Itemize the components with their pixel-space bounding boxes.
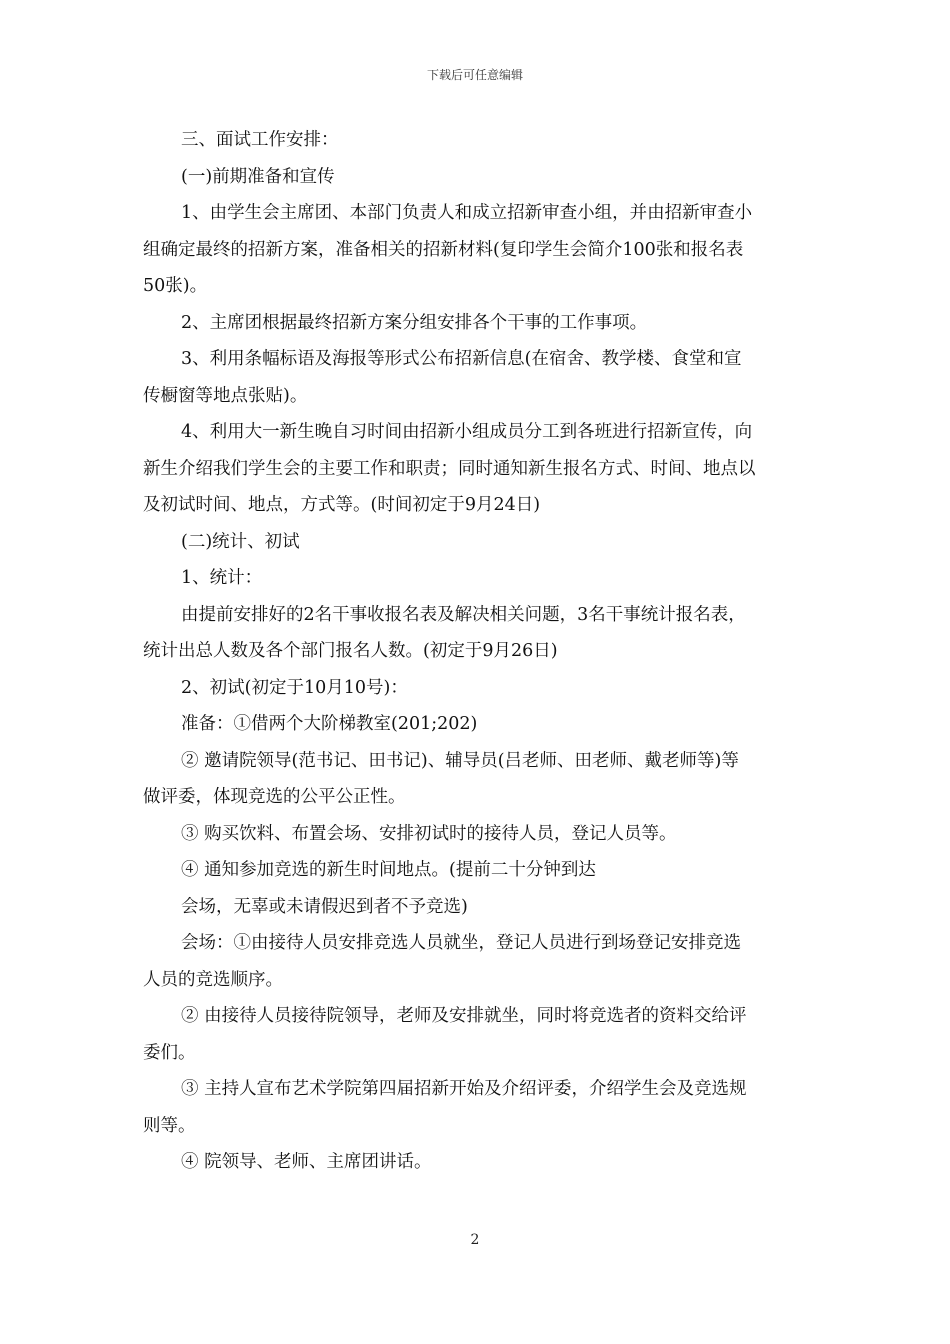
paragraph-line: 1、由学生会主席团、本部门负责人和成立招新审查小组，并由招新审查小 bbox=[181, 203, 753, 223]
paragraph-line: ② 邀请院领导(范书记、田书记)、辅导员(吕老师、田老师、戴老师等)等 bbox=[181, 750, 739, 771]
paragraph-line: ③ 主持人宣布艺术学院第四届招新开始及介绍评委，介绍学生会及竞选规 bbox=[181, 1079, 747, 1099]
paragraph-line: 及初试时间、地点，方式等。(时间初定于9月24日) bbox=[143, 495, 541, 515]
paragraph-line: 2、初试(初定于10月10号)： bbox=[181, 677, 408, 698]
paragraph-line: 3、利用条幅标语及海报等形式公布招新信息(在宿舍、教学楼、食堂和宣 bbox=[181, 349, 742, 369]
paragraph-line: 人员的竞选顺序。 bbox=[143, 969, 283, 990]
paragraph-line: ④ 通知参加竞选的新生时间地点。(提前二十分钟到达 bbox=[181, 860, 596, 880]
paragraph-line: 准备：①借两个大阶梯教室(201;202) bbox=[181, 714, 478, 734]
page-number: 2 bbox=[470, 1232, 480, 1248]
paragraph-line: 三、面试工作安排： bbox=[181, 130, 339, 150]
paragraph-line: 组确定最终的招新方案，准备相关的招新材料(复印学生会简介100张和报名表 bbox=[143, 239, 744, 260]
document-body bbox=[143, 122, 807, 1181]
paragraph-line: ③ 购买饮料、布置会场、安排初试时的接待人员，登记人员等。 bbox=[181, 823, 677, 844]
paragraph-line: ② 由接待人员接待院领导，老师及安排就坐，同时将竞选者的资料交给评 bbox=[181, 1006, 747, 1026]
paragraph-line: 则等。 bbox=[143, 1115, 196, 1136]
paragraph-line: ④ 院领导、老师、主席团讲话。 bbox=[181, 1152, 432, 1172]
page-header: 下载后可任意编辑 bbox=[426, 68, 523, 82]
paragraph-line: 4、利用大一新生晚自习时间由招新小组成员分工到各班进行招新宣传，向 bbox=[181, 422, 753, 442]
paragraph-line: 新生介绍我们学生会的主要工作和职责；同时通知新生报名方式、时间、地点以 bbox=[143, 458, 756, 479]
paragraph-line: (一)前期准备和宣传 bbox=[181, 166, 335, 187]
paragraph-line: 委们。 bbox=[143, 1042, 196, 1063]
paragraph-line: 50张)。 bbox=[143, 276, 208, 296]
paragraph-line: 统计出总人数及各个部门报名人数。(初定于9月26日) bbox=[143, 641, 558, 661]
paragraph-line: 传橱窗等地点张贴)。 bbox=[143, 385, 308, 406]
paragraph-line: 会场，无辜或未请假迟到者不予竞选) bbox=[181, 896, 468, 917]
paragraph-line: 由提前安排好的2名干事收报名表及解决相关问题，3名干事统计报名表， bbox=[181, 604, 746, 625]
paragraph-line: (二)统计、初试 bbox=[181, 531, 300, 552]
paragraph-line: 1、统计： bbox=[181, 568, 263, 588]
paragraph-line: 2、主席团根据最终招新方案分组安排各个干事的工作事项。 bbox=[181, 312, 648, 333]
paragraph-line: 会场：①由接待人员安排竞选人员就坐，登记人员进行到场登记安排竞选 bbox=[181, 933, 741, 953]
paragraph-line: 做评委，体现竞选的公平公正性。 bbox=[143, 787, 406, 807]
